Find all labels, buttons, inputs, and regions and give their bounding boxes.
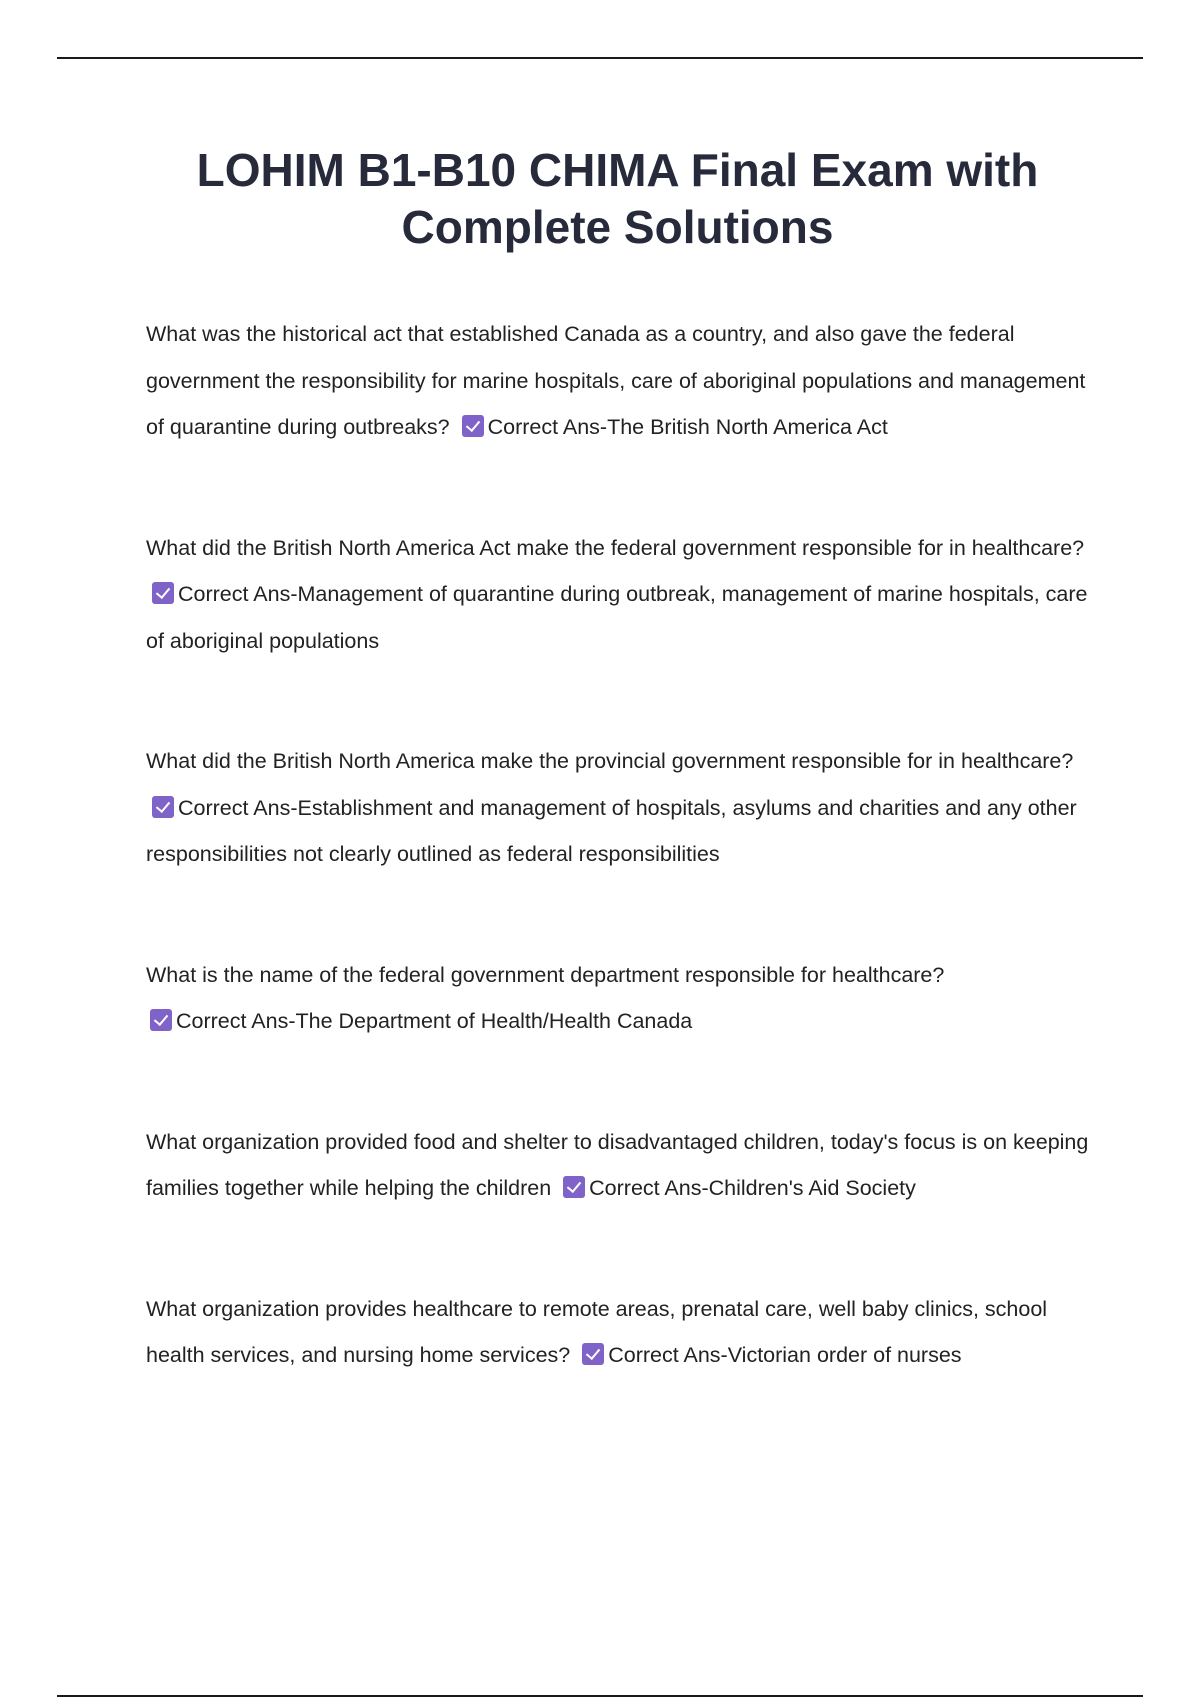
qa-item [146, 311, 1096, 451]
question-text: What was the historical act that established Canada as a country, and also gave the federal government the responsibility for marine hospitals, care of aboriginal populations and management of quarantine during outbreaks? [146, 322, 1086, 439]
checkbox-checked-icon [152, 582, 174, 604]
checkbox-checked-icon [152, 796, 174, 818]
question-text: What did the British North America Act make the federal government responsible for in healthcare? [146, 535, 1085, 560]
qa-item [146, 952, 1096, 1045]
question-text: What organization provided food and shelter to disadvantaged children, today's focus is on keeping families together while helping the children [146, 1129, 1089, 1200]
header-rule [57, 57, 1143, 59]
checkbox-checked-icon [462, 415, 484, 437]
checkbox-checked-icon [150, 1009, 172, 1031]
qa-item [146, 1286, 1096, 1379]
answer-text: Correct Ans-Victorian order of nurses [608, 1343, 962, 1367]
answer-text: Correct Ans-Establishment and management of hospitals, asylums and charities and any other responsibilities not clearly outlined as federal responsibilities [146, 795, 1077, 866]
answer-text: Correct Ans-Children's Aid Society [589, 1176, 916, 1200]
footer-rule [57, 1695, 1143, 1697]
qa-item [146, 1119, 1096, 1212]
question-text: What did the British North America make the provincial government responsible for in healthcare? [146, 749, 1074, 773]
answer-text: Correct Ans-The British North America Act [487, 415, 888, 439]
qa-item [146, 738, 1096, 878]
answer-text: Correct Ans-Management of quarantine during outbreak, management of marine hospitals, care of aboriginal populations [146, 582, 1088, 653]
question-text: What is the name of the federal government department responsible for healthcare? [146, 962, 945, 987]
answer-text: Correct Ans-The Department of Health/Health Canada [176, 1009, 693, 1033]
question-text: What organization provides healthcare to remote areas, prenatal care, well baby clinics, school health services, and nursing home services? [146, 1296, 1048, 1367]
qa-item [146, 525, 1096, 665]
checkbox-checked-icon [582, 1343, 604, 1365]
qa-list [146, 311, 1096, 1453]
checkbox-checked-icon [563, 1176, 585, 1198]
page-title: LOHIM B1-B10 CHIMA Final Exam with Complete Solutions [196, 144, 1039, 253]
